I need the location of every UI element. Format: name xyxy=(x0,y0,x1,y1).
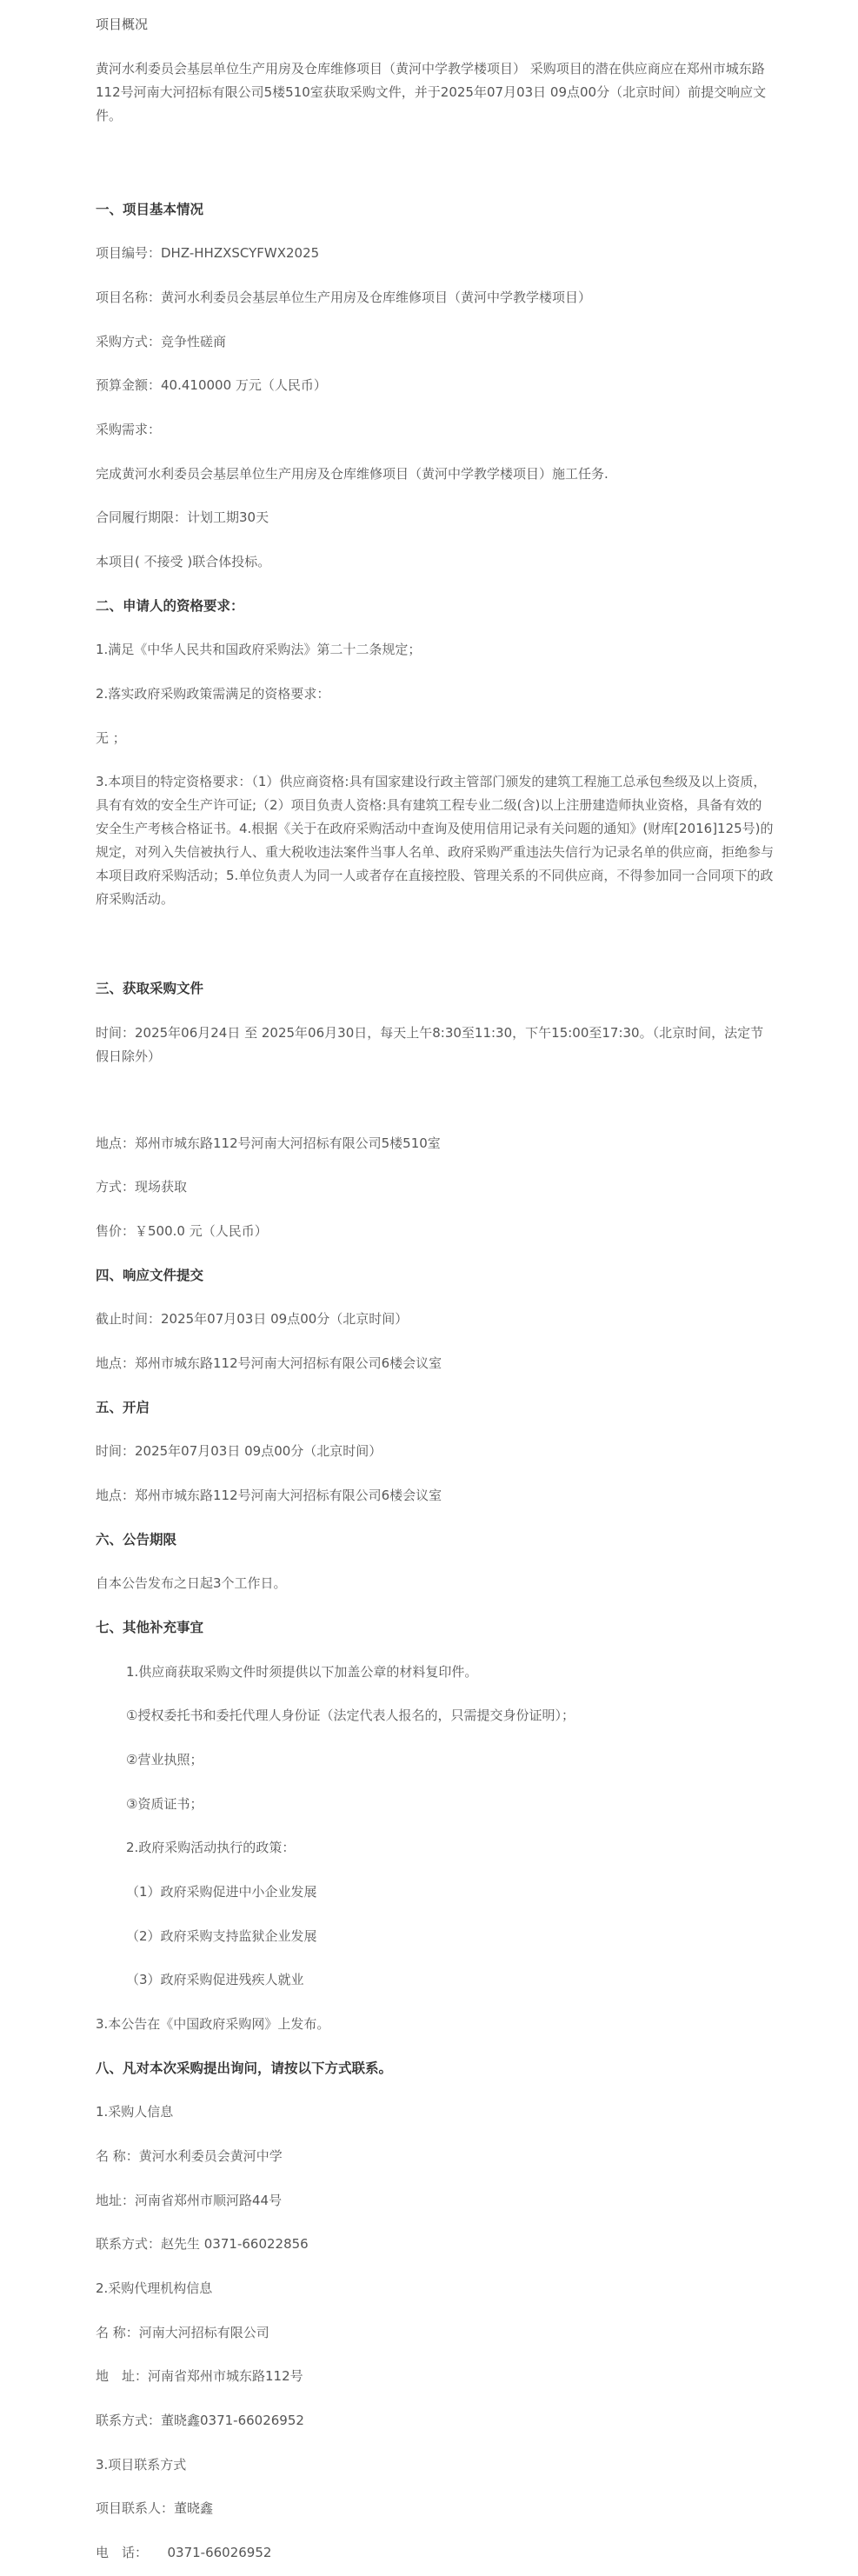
submission-place: 地点：郑州市城东路112号河南大河招标有限公司6楼会议室 xyxy=(96,1355,442,1371)
buyer-name: 名 称：黄河水利委员会黄河中学 xyxy=(96,2148,283,2164)
supplement-item-3: 3.本公告在《中国政府采购网》上发布。 xyxy=(96,2016,330,2032)
document-place: 地点：郑州市城东路112号河南大河招标有限公司5楼510室 xyxy=(96,1135,441,1151)
project-contact-person: 项目联系人：董晓鑫 xyxy=(96,2500,214,2516)
notice-period: 自本公告发布之日起3个工作日。 xyxy=(96,1575,287,1591)
agent-address: 地 址：河南省郑州市城东路112号 xyxy=(96,2368,303,2384)
project-contact-title: 3.项目联系方式 xyxy=(96,2457,187,2473)
agent-contact: 联系方式：董晓鑫0371-66026952 xyxy=(96,2413,304,2428)
document-price: 售价：￥500.0 元（人民币） xyxy=(96,1223,268,1239)
buyer-address: 地址：河南省郑州市顺河路44号 xyxy=(96,2193,283,2208)
supplement-item-1c: ③资质证书； xyxy=(126,1796,203,1812)
demand-label: 采购需求： xyxy=(96,422,162,437)
agent-name: 名 称：河南大河招标有限公司 xyxy=(96,2325,269,2340)
qualification-item-3: 3.本项目的特定资格要求：（1）供应商资格:具有国家建设行政主管部门颁发的建筑工程施工总承包叁级及以上资质，具有有效的安全生产许可证;（2）项目负责人资格:具有建筑工程专业二级(含)以上注册建造师执业资格，具备有效的安全生产考核合格证书。4.根据《关于在政府采购活动中查询及使用信用记录有关问题的通知》(财库[2016]125号)的规定，对列入失信被执行人、重大税收违法案件当事人名单、政府采购严重违法失信行为记录名单的供应商，拒绝参与本项目政府采购活动；5.单位负责人为同一人或者存在直接控股、管理关系的不同供应商，不得参加同一合同项下的政府采购活动。 xyxy=(96,774,775,907)
supplement-item-1: 1.供应商获取采购文件时须提供以下加盖公章的材料复印件。 xyxy=(126,1664,478,1680)
procurement-method: 采购方式：竞争性磋商 xyxy=(96,334,227,349)
project-number: 项目编号：DHZ-HHZXSCYFWX2025 xyxy=(96,245,320,261)
contract-period: 合同履行期限：计划工期30天 xyxy=(96,509,269,525)
overview-text: 黄河水利委员会基层单位生产用房及仓库维修项目（黄河中学教学楼项目） 采购项目的潜在供应商应在郑州市城东路112号河南大河招标有限公司5楼510室获取采购文件，并于2025年07月03日 09点00分（北京时间）前提交响应文件。 xyxy=(96,61,767,123)
project-contact-phone: 电 话： 0371-66026952 xyxy=(96,2545,272,2560)
budget-amount: 预算金额：40.410000 万元（人民币） xyxy=(96,377,327,393)
buyer-contact: 联系方式：赵先生 0371-66022856 xyxy=(96,2236,309,2252)
buyer-info-title: 1.采购人信息 xyxy=(96,2104,174,2120)
qualification-item-2: 2.落实政府采购政策需满足的资格要求： xyxy=(96,686,330,702)
section8-heading: 八、凡对本次采购提出询问，请按以下方式联系。 xyxy=(96,2060,393,2076)
section4-heading: 四、响应文件提交 xyxy=(96,1268,204,1283)
document-method: 方式：现场获取 xyxy=(96,1179,188,1195)
section6-heading: 六、公告期限 xyxy=(96,1532,177,1548)
supplement-item-1b: ②营业执照； xyxy=(126,1752,203,1767)
document-time: 时间：2025年06月24日 至 2025年06月30日，每天上午8:30至11:30，下午15:00至17:30。（北京时间，法定节假日除外） xyxy=(96,1025,764,1064)
section2-heading: 二、申请人的资格要求： xyxy=(96,598,244,614)
policy-item-1: （1）政府采购促进中小企业发展 xyxy=(126,1884,317,1900)
qualification-item-1: 1.满足《中华人民共和国政府采购法》第二十二条规定； xyxy=(96,642,422,657)
project-name: 项目名称：黄河水利委员会基层单位生产用房及仓库维修项目（黄河中学教学楼项目） xyxy=(96,290,592,305)
opening-time: 时间：2025年07月03日 09点00分（北京时间） xyxy=(96,1443,382,1459)
demand-text: 完成黄河水利委员会基层单位生产用房及仓库维修项目（黄河中学教学楼项目）施工任务. xyxy=(96,466,609,482)
section3-heading: 三、获取采购文件 xyxy=(96,981,204,996)
agent-info-title: 2.采购代理机构信息 xyxy=(96,2280,213,2296)
policy-item-2: （2）政府采购支持监狱企业发展 xyxy=(126,1928,317,1944)
section1-heading: 一、项目基本情况 xyxy=(96,202,204,217)
opening-place: 地点：郑州市城东路112号河南大河招标有限公司6楼会议室 xyxy=(96,1488,442,1503)
joint-bid-note: 本项目( 不接受 )联合体投标。 xyxy=(96,554,271,569)
submission-deadline: 截止时间：2025年07月03日 09点00分（北京时间） xyxy=(96,1311,409,1327)
qualification-item-2-value: 无 ； xyxy=(96,730,126,746)
supplement-item-2: 2.政府采购活动执行的政策： xyxy=(126,1840,296,1855)
supplement-item-1a: ①授权委托书和委托代理人身份证（法定代表人报名的，只需提交身份证明）； xyxy=(126,1707,575,1723)
policy-item-3: （3）政府采购促进残疾人就业 xyxy=(126,1972,304,1987)
section5-heading: 五、开启 xyxy=(96,1400,150,1415)
section7-heading: 七、其他补充事宜 xyxy=(96,1620,204,1635)
overview-heading: 项目概况 xyxy=(96,17,149,32)
